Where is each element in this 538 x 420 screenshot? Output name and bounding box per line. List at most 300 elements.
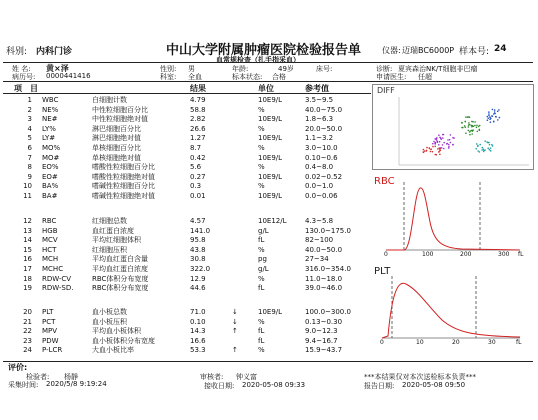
diff-dot (479, 151, 481, 153)
row-ref: 1.8~6.3 (305, 115, 334, 124)
row-number: 8 (27, 163, 32, 172)
row-number: 17 (23, 265, 32, 273)
row-unit: 10E9/L (258, 153, 283, 162)
plt-axis-unit: fL (516, 339, 522, 346)
diff-dot (477, 150, 479, 152)
diff-dot (426, 150, 428, 152)
row-code: PLT (42, 308, 54, 316)
row-code: EO# (42, 172, 58, 181)
plt-panel (372, 262, 532, 348)
reviewer-value: 钟义富 (236, 373, 257, 381)
diff-dot (446, 143, 448, 145)
row-flag: ↓ (232, 317, 238, 326)
row-code: EO% (42, 163, 59, 172)
row-result: 26.6 (190, 124, 206, 133)
diff-dot (471, 121, 473, 123)
diag-value: 夏宾森治NK/T细胞非巴瘤 (398, 65, 478, 73)
row-number: 12 (23, 217, 32, 225)
specimen-value: 合格 (272, 73, 286, 81)
row-name: 淋巴细胞百分比 (92, 124, 141, 133)
diff-dot (439, 141, 441, 143)
col-result: 结果 (190, 84, 206, 93)
diff-dot (450, 142, 452, 144)
row-ref: 0.0~1.0 (305, 182, 334, 191)
diff-dot (476, 143, 478, 145)
row-unit: 10E9/L (258, 96, 283, 104)
diff-dot (436, 139, 438, 141)
row-name: 红细胞压积 (92, 245, 127, 254)
plt-histogram (372, 262, 532, 348)
ward-label: 科室: (160, 73, 177, 81)
diff-dot (442, 137, 444, 139)
diff-dot (488, 115, 490, 117)
dept-value: 内科门诊 (36, 47, 73, 57)
row-ref: 39.0~46.0 (305, 284, 343, 293)
row-unit: 10E9/L (258, 192, 283, 200)
row-name: 血小板压积 (92, 317, 127, 326)
row-code: WBC (42, 96, 59, 104)
row-name: RBC体积分布宽度 (92, 274, 149, 283)
diff-dot (443, 148, 445, 150)
diff-dot (468, 124, 470, 126)
table-row (0, 216, 370, 226)
row-ref: 40.0~75.0 (305, 105, 343, 114)
col-item: 项 目 (14, 84, 38, 93)
diff-dot (494, 111, 496, 113)
rbc-axis-100: 100 (422, 251, 434, 258)
diag-label: 诊断: (376, 65, 393, 73)
row-ref: 3.5~9.5 (305, 96, 334, 104)
row-code: LY# (42, 134, 56, 143)
row-unit: fL (258, 236, 265, 245)
row-result: 1.27 (190, 134, 206, 143)
diff-dot (452, 144, 454, 146)
table-row (0, 274, 370, 284)
diff-dot (439, 154, 441, 156)
diff-dot (449, 139, 451, 141)
diff-dot (439, 137, 441, 139)
rbc-axis-0: 0 (384, 251, 388, 258)
diff-dot (438, 144, 440, 146)
row-unit: % (258, 144, 265, 152)
diff-dot (465, 127, 467, 129)
diff-dot (494, 109, 496, 111)
row-ref: 0.02~0.52 (305, 172, 343, 181)
diff-dot (437, 141, 439, 143)
row-code: MPV (42, 327, 58, 336)
row-name: 血红蛋白浓度 (92, 226, 134, 235)
row-result: 5.6 (190, 163, 202, 172)
row-unit: % (258, 105, 265, 114)
diff-dot (481, 149, 483, 151)
diff-dot (438, 134, 440, 136)
doctor-label: 申请医生: (376, 73, 407, 81)
row-unit: 10E9/L (258, 172, 283, 181)
row-name: 中性粒细胞绝对值 (92, 115, 148, 124)
collect-label: 采集时间: (8, 381, 39, 389)
diff-dot (432, 146, 434, 148)
rbc-title: RBC (374, 176, 395, 187)
row-result: 8.7 (190, 144, 202, 152)
row-name: 嗜酸性粒细胞绝对值 (92, 172, 155, 181)
row-name: 单核细胞绝对值 (92, 153, 141, 162)
row-name: 平均红细胞体积 (92, 236, 141, 245)
diff-dot (468, 126, 470, 128)
diff-dot (469, 134, 471, 136)
row-unit: pg (258, 255, 267, 264)
row-number: 6 (27, 144, 32, 152)
diff-dot (442, 134, 444, 136)
row-result: 14.3 (190, 327, 206, 336)
age-label: 年龄: (232, 65, 249, 73)
row-code: HGB (42, 226, 58, 235)
row-code: NE% (42, 105, 59, 114)
diff-dot (437, 148, 439, 150)
row-unit: % (258, 124, 265, 133)
comment-label: 评价: (8, 363, 28, 372)
row-number: 1 (27, 96, 32, 104)
row-result: 2.82 (190, 115, 206, 124)
table-row (0, 336, 370, 346)
row-name: 平均血红蛋白浓度 (92, 265, 148, 273)
row-result: 0.27 (190, 172, 206, 181)
diff-dot (471, 133, 473, 135)
rbc-histogram (372, 172, 532, 260)
doctor-value: 任超 (418, 73, 432, 81)
table-row (0, 114, 370, 124)
diff-dot (432, 143, 434, 145)
diff-dot (476, 127, 478, 129)
diff-dot (497, 119, 499, 121)
col-ref: 参考值 (305, 84, 329, 93)
diff-dot (474, 121, 476, 123)
row-result: 30.8 (190, 255, 206, 264)
row-number: 22 (23, 327, 32, 336)
row-unit: 10E9/L (258, 134, 283, 143)
row-code: PDW (42, 336, 59, 345)
row-code: MO% (42, 144, 61, 152)
table-row (0, 181, 370, 191)
rbc-axis-300: 300 (498, 251, 510, 258)
row-number: 15 (23, 245, 32, 254)
diff-dot (439, 147, 441, 149)
row-number: 18 (23, 274, 32, 283)
row-code: BA% (42, 182, 59, 191)
diff-dot (488, 111, 490, 113)
row-result: 16.6 (190, 336, 206, 345)
row-result: 95.8 (190, 236, 206, 245)
table-row (0, 345, 370, 355)
row-unit: % (258, 274, 265, 283)
reviewer-label: 审核者: (200, 373, 224, 381)
row-number: 9 (27, 172, 32, 181)
rbc-axis-200: 200 (460, 251, 472, 258)
column-rule (3, 93, 371, 94)
diff-title: DIFF (377, 86, 395, 95)
diff-dot (436, 154, 438, 156)
row-unit: % (258, 182, 265, 191)
row-unit: % (258, 245, 265, 254)
diff-dot (495, 116, 497, 118)
row-result: 12.9 (190, 274, 206, 283)
diff-dot (487, 147, 489, 149)
diff-dot (441, 147, 443, 149)
diff-dot (450, 134, 452, 136)
row-unit: % (258, 317, 265, 326)
diff-dot (487, 119, 489, 121)
diff-dot (488, 113, 490, 115)
diff-dot (483, 151, 485, 153)
row-code: BA# (42, 192, 58, 200)
diff-dot (438, 151, 440, 153)
table-row (0, 283, 370, 293)
row-unit: % (258, 346, 265, 355)
diff-dot (482, 147, 484, 149)
diff-dot (439, 149, 441, 151)
row-ref: 82~100 (305, 236, 334, 245)
row-number: 14 (23, 236, 32, 245)
row-number: 7 (27, 153, 32, 162)
diff-dot (434, 146, 436, 148)
row-ref: 0.4~8.0 (305, 163, 334, 172)
diff-dot (490, 117, 492, 119)
row-code: P-LCR (42, 346, 63, 355)
table-row (0, 105, 370, 115)
sample-label: 样本号: (459, 47, 490, 57)
row-number: 19 (23, 284, 32, 293)
diff-dot (465, 116, 467, 118)
table-row (0, 172, 370, 182)
table-row (0, 245, 370, 255)
table-row (0, 235, 370, 245)
table-row (0, 264, 370, 274)
name-value: 黄×泽 (46, 64, 69, 73)
row-unit: fL (258, 327, 265, 336)
row-name: 红细胞总数 (92, 217, 127, 225)
diff-dot (468, 122, 470, 124)
row-ref: 9.0~12.3 (305, 327, 338, 336)
collect-value: 2020/5/8 9:19:24 (46, 380, 107, 388)
dept-label: 科别: (6, 47, 28, 57)
diff-dot (423, 149, 425, 151)
row-unit: % (258, 163, 265, 172)
diff-dot (461, 122, 463, 124)
row-result: 0.10 (190, 317, 206, 326)
row-name: 白细胞计数 (92, 96, 127, 104)
diff-dot (484, 149, 486, 151)
table-row (0, 124, 370, 134)
diff-dot (423, 151, 425, 153)
diff-dot (490, 150, 492, 152)
diff-dot (448, 144, 450, 146)
diff-dot (452, 137, 454, 139)
row-name: 平均血红蛋白含量 (92, 255, 148, 264)
diff-dot (478, 126, 480, 128)
sample-value: 24 (494, 44, 507, 54)
diff-dot (469, 116, 471, 118)
row-result: 71.0 (190, 308, 206, 316)
row-name: 淋巴细胞绝对值 (92, 134, 141, 143)
row-ref: 0.10~0.6 (305, 153, 338, 162)
diff-dot (464, 125, 466, 127)
diff-dot (488, 118, 490, 120)
plt-title: PLT (374, 266, 391, 277)
diff-dot (489, 144, 491, 146)
gender-value: 男 (188, 65, 195, 73)
row-number: 11 (23, 192, 32, 200)
header-rule-top (3, 62, 533, 63)
row-unit: 10E9/L (258, 115, 283, 124)
diff-dot (435, 142, 437, 144)
instrument-value: 迈瑞BC6000P (402, 46, 455, 55)
row-unit: fL (258, 336, 265, 345)
diff-dot (492, 109, 494, 111)
row-result: 44.6 (190, 284, 206, 293)
diff-dot (473, 126, 475, 128)
diff-dot (479, 144, 481, 146)
tester-label: 检验者: (26, 373, 50, 381)
row-ref: 20.0~50.0 (305, 124, 343, 133)
diff-dot (484, 140, 486, 142)
diff-dot (447, 139, 449, 141)
table-row (0, 143, 370, 153)
row-name: 嗜碱性粒细胞绝对值 (92, 192, 155, 200)
plt-axis-0: 0 (380, 339, 384, 346)
record-label: 病历号: (12, 73, 36, 81)
row-name: 嗜酸性粒细胞百分比 (92, 163, 155, 172)
diff-panel (372, 84, 534, 170)
row-ref: 9.4~16.7 (305, 336, 338, 345)
row-unit: g/L (258, 226, 269, 235)
row-result: 4.57 (190, 217, 206, 225)
diff-dot (424, 150, 426, 152)
table-row (0, 153, 370, 163)
table-row (0, 162, 370, 172)
table-row (0, 254, 370, 264)
row-ref: 130.0~175.0 (305, 226, 351, 235)
row-number: 20 (23, 308, 32, 316)
diff-dot (476, 125, 478, 127)
diff-dot (490, 147, 492, 149)
row-ref: 3.0~10.0 (305, 144, 338, 152)
age-value: 49岁 (278, 65, 294, 73)
row-result: 322.0 (190, 265, 211, 273)
diff-dot (470, 125, 472, 127)
tester-value: 杨靜 (64, 373, 78, 381)
row-ref: 4.3~5.8 (305, 217, 334, 225)
row-code: RDW-CV (42, 274, 72, 283)
row-name: 嗜碱性粒细胞百分比 (92, 182, 155, 191)
bed-label: 床号: (316, 65, 333, 73)
row-flag: ↑ (232, 346, 238, 355)
diff-dot (477, 131, 479, 133)
row-ref: 15.9~43.7 (305, 346, 343, 355)
table-row (0, 191, 370, 201)
diff-dot (475, 148, 477, 150)
row-ref: 11.0~18.0 (305, 274, 343, 283)
row-name: 血小板体积分布宽度 (92, 336, 155, 345)
rbc-panel (372, 172, 532, 260)
diff-dot (462, 127, 464, 129)
row-name: 血小板总数 (92, 308, 127, 316)
table-row (0, 307, 370, 317)
diff-dot (430, 151, 432, 153)
row-result: 0.42 (190, 153, 206, 162)
report-title: 中山大学附属肿瘤医院检验报告单 (166, 43, 362, 58)
row-ref: 0.0~0.06 (305, 192, 338, 200)
diff-dot (474, 125, 476, 127)
ward-value: 全血 (188, 73, 202, 81)
row-code: RDW-SD. (42, 284, 74, 293)
diff-dot (468, 130, 470, 132)
row-number: 23 (23, 336, 32, 345)
row-code: HCT (42, 245, 57, 254)
row-number: 10 (23, 182, 32, 191)
diff-dot (498, 109, 500, 111)
diff-dot (436, 137, 438, 139)
row-number: 24 (23, 346, 32, 355)
row-number: 5 (27, 134, 32, 143)
diff-dot (430, 148, 432, 150)
diff-dot (443, 142, 445, 144)
row-unit: 10E12/L (258, 217, 287, 225)
gender-label: 性别: (160, 65, 177, 73)
result-note: ***本结果仅对本次送检标本负责*** (364, 373, 476, 381)
row-number: 21 (23, 317, 32, 326)
row-ref: 316.0~354.0 (305, 265, 351, 273)
receive-label: 接收日期: (204, 382, 235, 390)
plt-axis-10: 10 (416, 339, 424, 346)
diff-scattergram (373, 85, 533, 169)
plt-axis-20: 20 (452, 339, 460, 346)
row-code: MCV (42, 236, 58, 245)
table-row (0, 95, 370, 105)
row-flag: ↓ (232, 308, 238, 316)
diff-dot (497, 111, 499, 113)
row-ref: 100.0~300.0 (305, 308, 351, 316)
row-name: 单核细胞百分比 (92, 144, 141, 152)
col-unit: 单位 (258, 84, 274, 93)
row-code: LY% (42, 124, 56, 133)
row-name: 平均血小板体积 (92, 327, 141, 336)
diff-dot (433, 141, 435, 143)
row-ref: 1.1~3.2 (305, 134, 334, 143)
row-code: RBC (42, 217, 57, 225)
row-ref: 0.13~0.30 (305, 317, 343, 326)
row-ref: 40.0~50.0 (305, 245, 343, 254)
plt-axis-30: 30 (488, 339, 496, 346)
diff-dot (432, 151, 434, 153)
row-number: 3 (27, 115, 32, 124)
row-code: MO# (42, 153, 60, 162)
row-result: 0.01 (190, 192, 206, 200)
diff-dot (492, 145, 494, 147)
row-result: 0.3 (190, 182, 202, 191)
receive-value: 2020-05-08 09:33 (242, 381, 306, 389)
table-row (0, 226, 370, 236)
report-value: 2020-05-08 09:50 (402, 381, 466, 389)
diff-dot (493, 113, 495, 115)
row-code: MCH (42, 255, 59, 264)
row-result: 53.3 (190, 346, 206, 355)
row-unit: 10E9/L (258, 308, 283, 316)
row-number: 2 (27, 105, 32, 114)
diff-dot (487, 116, 489, 118)
row-result: 58.8 (190, 105, 206, 114)
diff-dot (429, 148, 431, 150)
row-code: MCHC (42, 265, 64, 273)
diff-dot (477, 146, 479, 148)
